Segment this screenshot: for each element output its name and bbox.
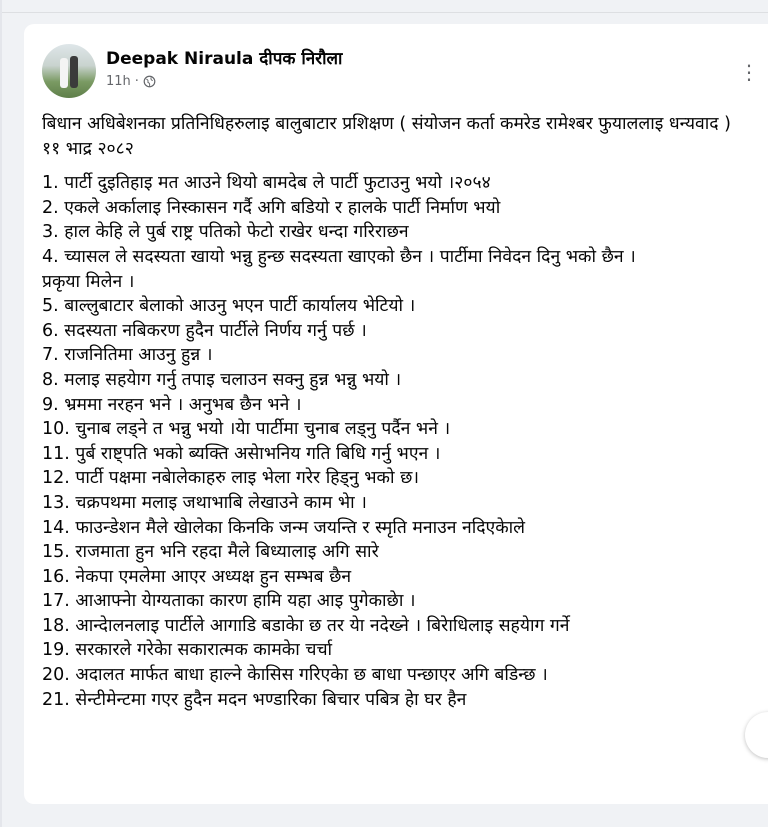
more-options-icon[interactable]: ⋮ (739, 60, 760, 84)
list-item: 13. चक्रपथमा मलाइ जथाभाबि लेखाउने काम भेा । (42, 492, 367, 513)
list-item: 12. पार्टी पक्षमा नबेालेकाहरु लाइ भेला गरेर हिड्नु भको छ। (42, 468, 419, 489)
list-item: 1. पार्टी दुइतिहाइ मत आउने थियो बामदेब ले पार्टी फुटाउनु भयो ।२०५४ (42, 173, 491, 194)
list-item: 3. हाल केहि ले पुर्ब राष्ट्र पतिको फेटो राखेर धन्दा गरिराछन (42, 222, 409, 243)
list-item: 10. चुनाब लड्ने त भन्नु भयो ।येा पार्टीमा चुनाब लड्नु पर्दैन भने । (42, 419, 451, 440)
list-item: 17. आआफ्नेा येाग्यताका कारण हामि यहा आइ पुगेकाछेा । (42, 591, 416, 612)
post-card (24, 24, 768, 804)
list-item: 2. एकले अर्कालाइ निस्कासन गर्दै अगि बडियो र हालके पार्टी निर्माण भयो (42, 197, 501, 218)
list-item: 16. नेकपा एमलेमा आएर अध्यक्ष हुन सम्भब छैन (42, 566, 352, 587)
list-item: 19. सरकारले गरेकेा सकारात्मक कामकेा चर्चा (42, 640, 333, 661)
list-item: 5. बाल्लुबाटार बेलाको आउनु भएन पार्टी कार्यालय भेटियो । (42, 296, 416, 317)
list-item: 20. अदालत मार्फत बाधा हाल्ने केासिस गरिएकेा छ बाधा पन्छाएर अगि बडिन्छ । (42, 665, 548, 686)
list-item: 4. च्यासल ले सदस्यता खायो भन्नु हुन्छ सदस्यता खाएको छैन । पार्टीमा निवेदन दिनु भको छैन । (42, 246, 636, 267)
post-time[interactable]: 11h (106, 74, 131, 89)
left-edge (0, 0, 2, 827)
list-item: 8. मलाइ सहयेाग गर्नु तपाइ चलाउन सक्नु हुन्न भन्नु भयो । (42, 369, 402, 390)
top-bar (0, 0, 768, 13)
post-headline: बिधान अधिबेशनका प्रतिनिधिहरुलाइ बालुबाटार प्रशिक्षण ( संयोजन कर्ता कमरेड रामेश्बर फुयाललाइ धन्यवाद ) (42, 114, 731, 134)
list-item: प्रकृया मिलेन । (42, 271, 135, 292)
globe-icon[interactable] (143, 75, 156, 88)
post-content (42, 112, 762, 712)
post-meta: 11h · (106, 74, 156, 89)
list-item: 15. राजमाता हुन भनि रहदा मैले बिध्यालाइ अगि सारे (42, 542, 379, 563)
avatar[interactable] (42, 44, 96, 98)
list-item: 21. सेन्टीमेन्टमा गएर हुदैन मदन भण्डारिका बिचार पबित्र हेा घर हैन (42, 689, 467, 710)
list-item: 18. आन्देालनलाइ पार्टीले आगाडि बडाकेा छ तर येा नदेख्ने । बिरेाधिलाइ सहयेाग गर्ने (42, 615, 570, 636)
list-item: 14. फाउन्डेशन मैले खेालेका किनकि जन्म जयन्ति र स्मृति मनाउन नदिएकेाले (42, 517, 526, 538)
post-date: ११ भाद्र २०८२ (42, 138, 134, 159)
author-name[interactable]: Deepak Niraula दीपक निरौला (106, 49, 343, 69)
post-list (42, 171, 762, 712)
list-item: 6. सदस्यता नबिकरण हुदैन पार्टीले निर्णय गर्नु पर्छ । (42, 320, 367, 341)
list-item: 11. पुर्ब राष्ट्पति भको ब्यक्ति असेाभनिय गति बिधि गर्नु भएन । (42, 443, 441, 464)
list-item: 7. राजनितिमा आउनु हुन्न । (42, 345, 213, 366)
list-item: 9. भ्रममा नरहन भने । अनुभब छैन भने । (42, 394, 302, 415)
